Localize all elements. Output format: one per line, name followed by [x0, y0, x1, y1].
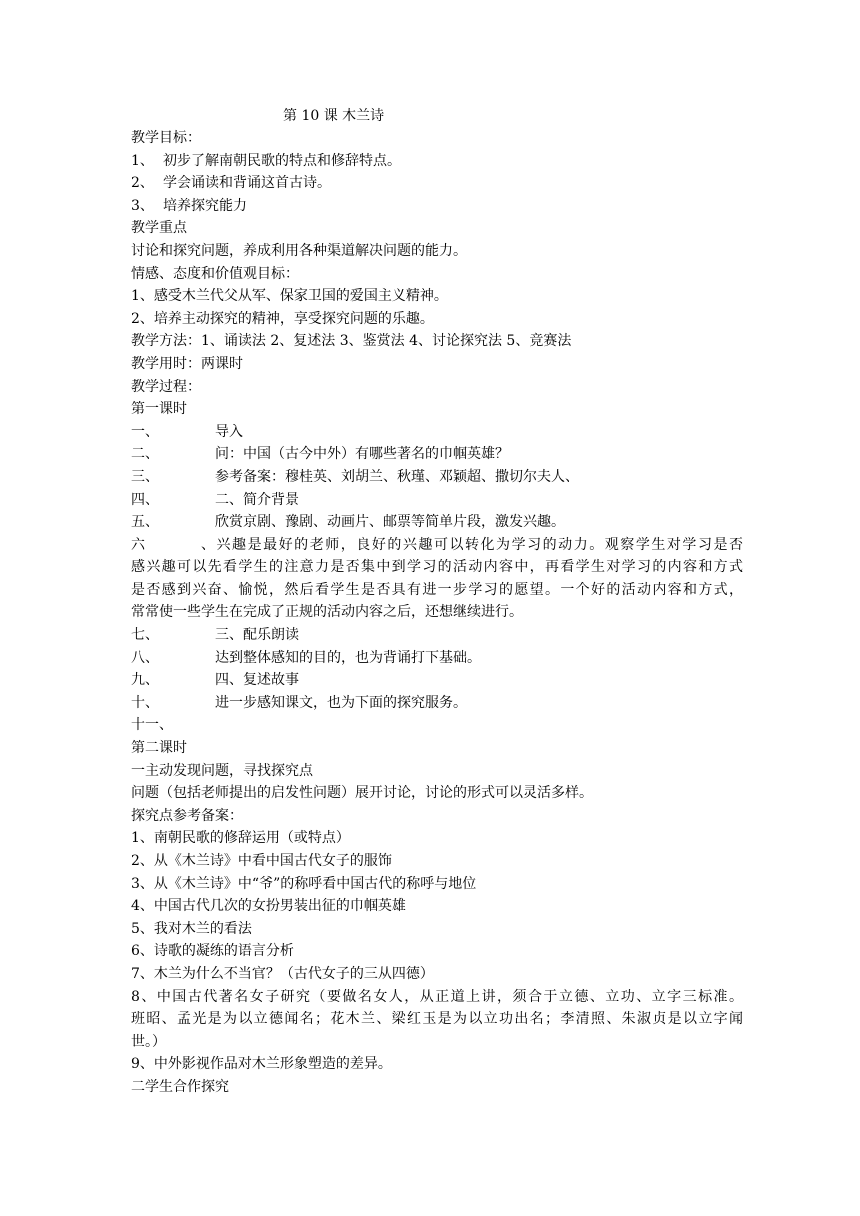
item-number: 六、 — [131, 536, 215, 553]
process-item — [131, 443, 743, 466]
explore-point-7: 7、木兰为什么不当官？（古代女子的三从四德） — [131, 965, 434, 982]
explore-point-1: 1、南朝民歌的修辞运用（或特点） — [131, 830, 350, 847]
goal-item-3 — [131, 195, 743, 218]
goal-number: 1、 — [131, 152, 154, 169]
explore-point-2: 2、从《木兰诗》中看中国古代女子的服饰 — [131, 853, 392, 869]
paragraph-line: 世。） — [131, 1033, 166, 1050]
heading-key-points: 教学重点 — [131, 220, 187, 237]
paragraph-line: 感兴趣可以先看学生的注意力是否集中到学习的活动内容中，再看学生对学习的内容和方式 — [131, 559, 743, 576]
emotion-goal-2: 2、培养主动探究的精神，享受探究问题的乐趣。 — [131, 310, 434, 327]
paragraph-line: 8、中国古代著名女子研究（要做名女人，从正道上讲，须合于立德、立功、立字三标准。 — [131, 988, 743, 1005]
item-text: 参考备案：穆桂英、刘胡兰、秋瑾、邓颖超、撒切尔夫人、 — [215, 468, 579, 485]
paragraph-line: 常常使一些学生在完成了正规的活动内容之后，还想继续进行。 — [131, 604, 523, 621]
explore-point-9: 9、中外影视作品对木兰形象塑造的差异。 — [131, 1056, 392, 1073]
item-number: 四、 — [131, 491, 159, 508]
section-discover: 一主动发现问题，寻找探究点 — [131, 762, 313, 779]
item-text: 二、简介背景 — [215, 491, 299, 508]
heading-first-lesson: 第一课时 — [131, 401, 187, 418]
paragraph-line — [131, 534, 743, 557]
explore-point-4: 4、中国古代几次的女扮男装出征的巾帼英雄 — [131, 898, 406, 915]
item-number: 一、 — [131, 423, 159, 440]
item-text: 欣赏京剧、豫剧、动画片、邮票等简单片段，激发兴趣。 — [215, 514, 565, 531]
goal-number: 2、 — [131, 175, 154, 192]
teaching-time: 教学用时：两课时 — [131, 355, 243, 372]
item-number: 九、 — [131, 672, 159, 689]
heading-explore-points: 探究点参考备案： — [131, 807, 243, 824]
explore-point-6: 6、诗歌的凝练的语言分析 — [131, 943, 294, 960]
process-item — [131, 692, 743, 715]
process-item — [131, 647, 743, 670]
process-item-empty: 十一、 — [131, 717, 173, 734]
process-item — [131, 421, 743, 444]
item-number: 八、 — [131, 649, 159, 666]
item-text: 四、复述故事 — [215, 672, 299, 689]
key-points-text: 讨论和探究问题，养成利用各种渠道解决问题的能力。 — [131, 242, 467, 259]
item-text: 达到整体感知的目的，也为背诵打下基础。 — [215, 649, 481, 666]
goal-text: 培养探究能力 — [163, 197, 247, 214]
explore-point-5: 5、我对木兰的看法 — [131, 920, 252, 937]
paragraph-line: 是否感到兴奋、愉悦，然后看学生是否具有进一步学习的愿望。一个好的活动内容和方式， — [131, 581, 743, 598]
goal-number: 3、 — [131, 197, 154, 214]
item-number: 五、 — [131, 514, 159, 531]
process-item — [131, 489, 743, 512]
item-number: 十、 — [131, 694, 159, 711]
heading-teaching-goals: 教学目标： — [131, 130, 201, 146]
document-body — [131, 127, 743, 1099]
explore-point-3: 3、从《木兰诗》中“爷”的称呼看中国古代的称呼与地位 — [131, 875, 477, 892]
process-item — [131, 624, 743, 647]
item-text: 导入 — [215, 423, 243, 440]
item-number: 七、 — [131, 627, 159, 644]
heading-second-lesson: 第二课时 — [131, 740, 187, 757]
process-item-paragraph — [131, 534, 743, 624]
paragraph-line: 班昭、孟光是为以立德闻名；花木兰、梁红玉是为以立功出名；李清照、朱淑贞是以立字闻 — [131, 1011, 743, 1028]
item-text: 三、配乐朗读 — [215, 627, 299, 644]
item-number: 三、 — [131, 468, 159, 485]
goal-item-2 — [131, 172, 743, 195]
item-number: 二、 — [131, 446, 159, 463]
goal-text: 学会诵读和背诵这首古诗。 — [163, 175, 331, 192]
process-item — [131, 466, 743, 489]
explore-point-8 — [131, 986, 743, 1054]
process-item — [131, 669, 743, 692]
heading-teaching-process: 教学过程： — [131, 378, 201, 395]
item-text: 问：中国（古今中外）有哪些著名的巾帼英雄？ — [215, 446, 509, 463]
discover-text: 问题（包括老师提出的启发性问题）展开讨论，讨论的形式可以灵活多样。 — [131, 785, 593, 802]
goal-text: 初步了解南朝民歌的特点和修辞特点。 — [163, 152, 401, 169]
teaching-methods: 教学方法：1、诵读法 2、复述法 3、鉴赏法 4、讨论探究法 5、竞赛法 — [131, 333, 572, 350]
item-text: 兴趣是最好的老师，良好的兴趣可以转化为学习的动力。观察学生对学习是否 — [215, 536, 743, 553]
emotion-goal-1: 1、感受木兰代父从军、保家卫国的爱国主义精神。 — [131, 288, 448, 305]
item-text: 进一步感知课文，也为下面的探究服务。 — [215, 694, 467, 711]
section-cooperate: 二学生合作探究 — [131, 1078, 229, 1095]
heading-emotion-goals: 情感、态度和价值观目标： — [131, 265, 299, 282]
goal-item-1 — [131, 150, 743, 173]
lesson-title: 第 10 课 木兰诗 — [283, 108, 385, 124]
process-item — [131, 511, 743, 534]
